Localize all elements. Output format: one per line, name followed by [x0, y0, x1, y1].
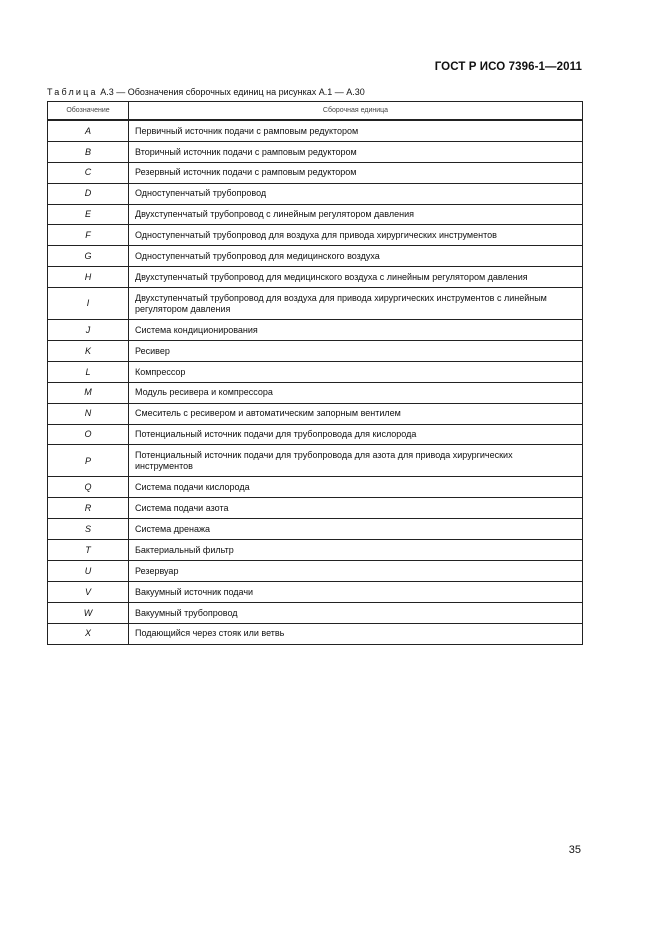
row-unit: Двухступенчатый трубопровод для воздуха для привода хирургических инструментов с линейным регулятором давления	[129, 288, 583, 320]
table-row	[48, 320, 583, 341]
row-code: P	[48, 445, 129, 477]
table-row	[48, 403, 583, 424]
table-row	[48, 204, 583, 225]
row-unit: Резервуар	[129, 561, 583, 582]
table-row	[48, 246, 583, 267]
table-body	[48, 120, 583, 644]
row-code: K	[48, 341, 129, 362]
row-code: M	[48, 382, 129, 403]
row-unit: Двухступенчатый трубопровод с линейным регулятором давления	[129, 204, 583, 225]
table-row	[48, 120, 583, 141]
row-code: R	[48, 498, 129, 519]
row-unit: Первичный источник подачи с рамповым редуктором	[129, 120, 583, 141]
row-unit: Бактериальный фильтр	[129, 540, 583, 561]
row-code: N	[48, 403, 129, 424]
row-code: G	[48, 246, 129, 267]
row-code: V	[48, 581, 129, 602]
table-row	[48, 225, 583, 246]
row-code: X	[48, 623, 129, 644]
table-caption	[47, 87, 365, 97]
row-unit: Смеситель с ресивером и автоматическим запорным вентилем	[129, 403, 583, 424]
row-unit: Вторичный источник подачи с рамповым редуктором	[129, 141, 583, 162]
table-row	[48, 602, 583, 623]
row-unit: Одноступенчатый трубопровод для воздуха для привода хирургических инструментов	[129, 225, 583, 246]
row-unit: Модуль ресивера и компрессора	[129, 382, 583, 403]
row-code: L	[48, 361, 129, 382]
row-code: S	[48, 519, 129, 540]
table-row	[48, 361, 583, 382]
row-unit: Одноступенчатый трубопровод	[129, 183, 583, 204]
row-unit: Потенциальный источник подачи для трубопровода для кислорода	[129, 424, 583, 445]
table-row	[48, 141, 583, 162]
row-code: O	[48, 424, 129, 445]
table-row	[48, 183, 583, 204]
row-code: F	[48, 225, 129, 246]
row-unit: Вакуумный трубопровод	[129, 602, 583, 623]
page-number: 35	[568, 844, 581, 856]
column-header-code: Обозначение	[48, 102, 129, 121]
row-unit: Система дренажа	[129, 519, 583, 540]
table-row	[48, 561, 583, 582]
table-row	[48, 498, 583, 519]
row-unit: Система подачи кислорода	[129, 477, 583, 498]
table-row	[48, 623, 583, 644]
row-code: B	[48, 141, 129, 162]
table-caption-label: Таблица	[47, 87, 98, 97]
table-row	[48, 581, 583, 602]
table-row	[48, 382, 583, 403]
row-code: I	[48, 288, 129, 320]
row-code: C	[48, 162, 129, 183]
table-row	[48, 162, 583, 183]
assembly-units-table	[47, 101, 583, 645]
row-code: J	[48, 320, 129, 341]
row-code: D	[48, 183, 129, 204]
table-row	[48, 267, 583, 288]
table-row	[48, 424, 583, 445]
row-code: W	[48, 602, 129, 623]
row-unit: Система кондиционирования	[129, 320, 583, 341]
row-code: A	[48, 120, 129, 141]
row-unit: Двухступенчатый трубопровод для медицинского воздуха с линейным регулятором давления	[129, 267, 583, 288]
table-row	[48, 341, 583, 362]
row-unit: Вакуумный источник подачи	[129, 581, 583, 602]
row-unit: Ресивер	[129, 341, 583, 362]
row-code: E	[48, 204, 129, 225]
table-row	[48, 288, 583, 320]
table-row	[48, 445, 583, 477]
row-unit: Компрессор	[129, 361, 583, 382]
table-caption-text: — Обозначения сборочных единиц на рисунках А.1 — А.30	[113, 87, 365, 97]
row-unit: Система подачи азота	[129, 498, 583, 519]
row-code: Q	[48, 477, 129, 498]
document-standard-header: ГОСТ Р ИСО 7396-1—2011	[434, 61, 582, 73]
table-row	[48, 540, 583, 561]
row-code: U	[48, 561, 129, 582]
table-caption-number: А.3	[100, 87, 114, 97]
row-unit: Потенциальный источник подачи для трубопровода для азота для привода хирургических инструментов	[129, 445, 583, 477]
row-code: H	[48, 267, 129, 288]
column-header-unit: Сборочная единица	[129, 102, 583, 121]
row-unit: Одноступенчатый трубопровод для медицинского воздуха	[129, 246, 583, 267]
row-code: T	[48, 540, 129, 561]
row-unit: Резервный источник подачи с рамповым редуктором	[129, 162, 583, 183]
table-row	[48, 477, 583, 498]
table-row	[48, 519, 583, 540]
table-header-row	[48, 102, 583, 121]
row-unit: Подающийся через стояк или ветвь	[129, 623, 583, 644]
